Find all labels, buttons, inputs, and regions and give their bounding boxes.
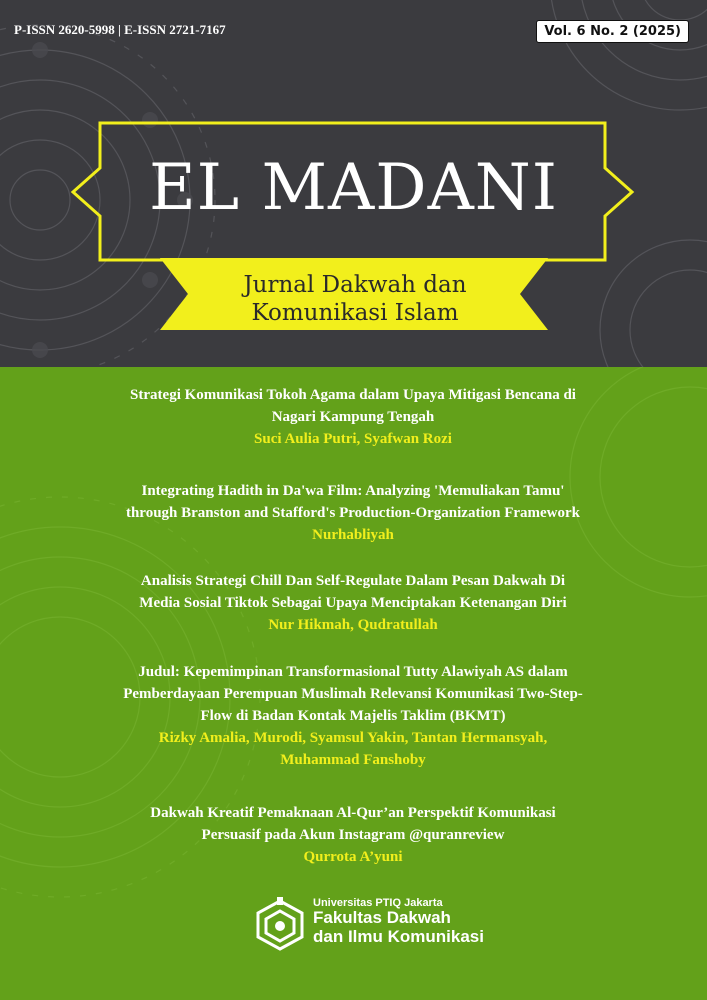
subtitle-line-1: Jurnal Dakwah dan xyxy=(243,272,467,298)
article-authors: Nurhabliyah xyxy=(312,527,394,543)
university-name: Universitas PTIQ Jakarta xyxy=(313,897,443,909)
article-title: through Branston and Stafford's Production-Organization Framework xyxy=(125,505,581,521)
volume-badge: Vol. 6 No. 2 (2025) xyxy=(536,20,689,43)
article-title: Analisis Strategi Chill Dan Self-Regulate Dalam Pesan Dakwah Di xyxy=(140,573,566,589)
article-title: Nagari Kampung Tengah xyxy=(271,409,435,425)
article-4[interactable] xyxy=(73,661,633,771)
issn-text: P-ISSN 2620-5998 | E-ISSN 2721-7167 xyxy=(14,22,226,37)
article-title: Judul: Kepemimpinan Transformasional Tutty Alawiyah AS dalam xyxy=(138,664,568,680)
article-title: Persuasif pada Akun Instagram @quranreview xyxy=(201,827,505,843)
article-title: Dakwah Kreatif Pemaknaan Al-Qur’an Perspektif Komunikasi xyxy=(150,805,556,821)
journal-title: EL MADANI xyxy=(148,151,559,225)
article-authors: Rizky Amalia, Murodi, Syamsul Yakin, Tantan Hermansyah, xyxy=(158,730,548,746)
publisher-logo xyxy=(252,897,492,953)
faculty-emblem-icon xyxy=(252,897,308,953)
article-2[interactable] xyxy=(73,480,633,546)
faculty-name-line-2: dan Ilmu Komunikasi xyxy=(313,927,484,946)
subtitle-line-2: Komunikasi Islam xyxy=(251,300,459,326)
article-authors: Nur Hikmah, Qudratullah xyxy=(268,617,438,633)
cover-header-band xyxy=(0,0,707,367)
article-authors: Muhammad Fanshoby xyxy=(280,752,426,768)
article-authors: Suci Aulia Putri, Syafwan Rozi xyxy=(254,431,452,447)
article-title: Strategi Komunikasi Tokoh Agama dalam Upaya Mitigasi Bencana di xyxy=(130,387,576,403)
article-3[interactable] xyxy=(73,570,633,636)
journal-subtitle xyxy=(170,271,540,327)
article-title: Integrating Hadith in Da'wa Film: Analyzing 'Memuliakan Tamu' xyxy=(141,483,565,499)
faculty-name-line-1: Fakultas Dakwah xyxy=(313,908,451,927)
article-title: Media Sosial Tiktok Sebagai Upaya Menciptakan Ketenangan Diri xyxy=(139,595,567,611)
article-title: Flow di Badan Kontak Majelis Taklim (BKMT) xyxy=(200,708,506,724)
article-title: Pemberdayaan Perempuan Muslimah Relevansi Komunikasi Two-Step- xyxy=(123,686,583,702)
article-5[interactable] xyxy=(73,802,633,868)
article-authors: Qurrota A’yuni xyxy=(303,849,403,865)
article-1[interactable] xyxy=(73,384,633,450)
